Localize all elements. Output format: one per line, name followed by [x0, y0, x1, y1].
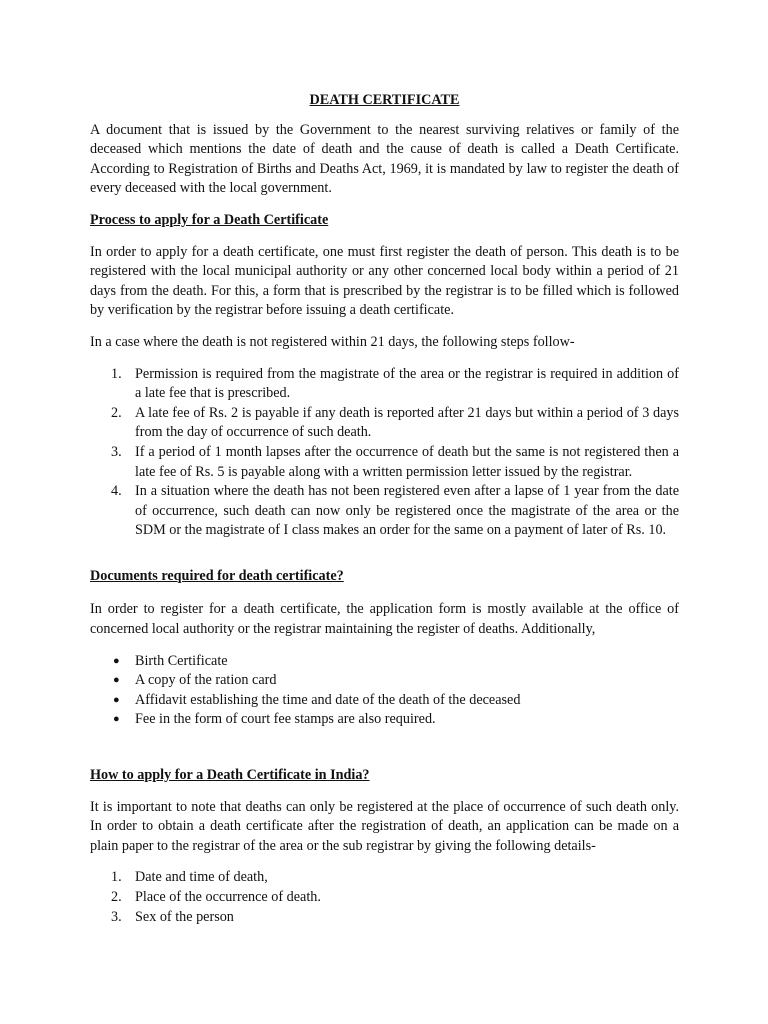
list-item-text: Permission is required from the magistrate of the area or the registrar is required in addition of a late fee that is prescribed. [135, 365, 679, 402]
late-registration-paragraph: In a case where the death is not registered within 21 days, the following steps follow- [90, 333, 575, 350]
list-item [90, 365, 679, 404]
list-item-text: A copy of the ration card [135, 672, 277, 689]
apply-paragraph: It is important to note that deaths can only be registered at the place of occurrence of such death only. In order to obtain a death certificate after the registration of death, an application can be made on a plain paper to the registrar of the area or the sub registrar by giving the following details- [90, 798, 679, 854]
application-details-list [90, 868, 679, 927]
list-item [90, 868, 679, 888]
list-item [90, 404, 679, 443]
list-number: 1. [111, 365, 122, 382]
intro-paragraph: A document that is issued by the Government to the nearest surviving relatives or family of the deceased which mentions the date of death and the cause of death is called a Death Certificate. According to Registration of Births and Deaths Act, 1969, it is mandated by law to register the death of every deceased with the local government. [90, 121, 679, 197]
list-item [90, 691, 679, 711]
document-title: DEATH CERTIFICATE [309, 92, 460, 108]
list-item-text: Sex of the person [135, 908, 234, 925]
documents-paragraph: In order to register for a death certificate, the application form is mostly available at the office of concerned local authority or the registrar maintaining the register of deaths. Additionally, [90, 601, 679, 638]
list-item [90, 671, 679, 691]
late-registration-steps [90, 365, 679, 541]
list-item [90, 888, 679, 908]
list-item-text: A late fee of Rs. 2 is payable if any death is reported after 21 days but within a period of 3 days from the day of occurrence of such death. [135, 404, 679, 441]
process-paragraph: In order to apply for a death certificate, one must first register the death of person. This death is to be registered with the local municipal authority or any other concerned local body within a period of 21 days from the death. For this, a form that is prescribed by the registrar is to be filled which is followed by verification by the registrar before issuing a death certificate. [90, 243, 679, 319]
list-item [90, 652, 679, 672]
list-item-text: In a situation where the death has not been registered even after a lapse of 1 year from the date of occurrence, such death can now only be registered once the magistrate of the area or the SDM or the magistrate of I class makes an order for the same on a payment of later of Rs. 10. [135, 483, 679, 539]
process-heading: Process to apply for a Death Certificate [90, 211, 329, 228]
list-item-text: Place of the occurrence of death. [135, 889, 321, 905]
bullet-icon: ● [113, 674, 120, 687]
list-item [90, 482, 679, 541]
list-number: 1. [111, 869, 122, 886]
list-item [90, 710, 679, 730]
document-page [90, 91, 679, 927]
list-item [90, 908, 679, 928]
list-number: 2. [111, 889, 122, 905]
bullet-icon: ● [113, 713, 120, 726]
list-item-text: If a period of 1 month lapses after the occurrence of death but the same is not registered then a late fee of Rs. 5 is payable along with a written permission letter issued by the registrar. [135, 443, 679, 480]
list-item-text: Fee in the form of court fee stamps are also required. [135, 711, 436, 728]
apply-heading: How to apply for a Death Certificate in India? [90, 767, 370, 784]
list-number: 3. [111, 443, 122, 460]
list-number: 4. [111, 483, 122, 500]
bullet-icon: ● [113, 654, 120, 667]
documents-list [90, 652, 679, 730]
list-number: 2. [111, 404, 122, 421]
bullet-icon: ● [113, 693, 120, 706]
list-item-text: Birth Certificate [135, 652, 228, 669]
list-item-text: Date and time of death, [135, 869, 268, 886]
list-item-text: Affidavit establishing the time and date of the death of the deceased [135, 691, 521, 708]
list-number: 3. [111, 908, 122, 925]
documents-heading: Documents required for death certificate? [90, 567, 344, 584]
list-item [90, 443, 679, 482]
